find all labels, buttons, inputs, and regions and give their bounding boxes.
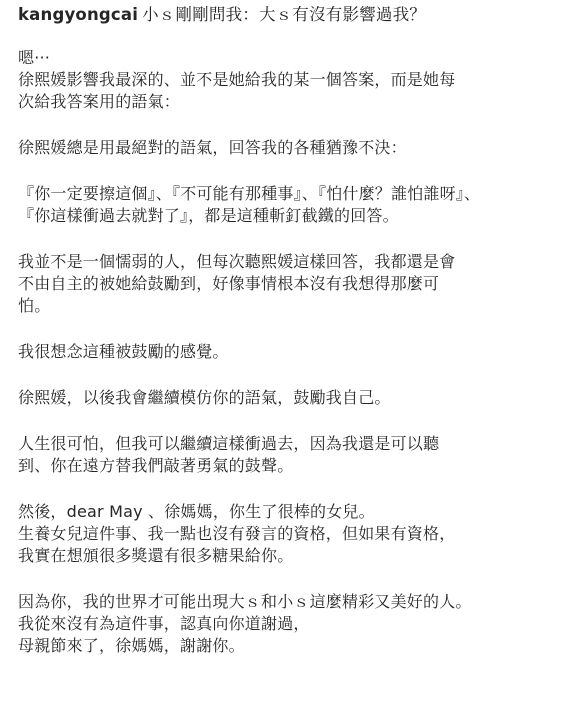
caption-paragraph bbox=[18, 251, 574, 317]
caption-text: 小ｓ剛剛問我：大ｓ有沒有影響過我？ bbox=[142, 5, 426, 24]
caption-line: 我從來沒有為這件事，認真向你道謝過， bbox=[18, 614, 310, 633]
caption-line: 母親節來了，徐媽媽，謝謝你。 bbox=[18, 636, 245, 655]
paragraph-gap bbox=[18, 409, 574, 433]
caption-line: 嗯··· bbox=[18, 48, 51, 67]
caption-paragraph bbox=[18, 501, 574, 567]
caption-line: 次給我答案用的語氣： bbox=[18, 92, 181, 111]
paragraph-gap bbox=[18, 227, 574, 251]
paragraph-gap bbox=[18, 567, 574, 591]
caption-line: 『你一定要擦這個』、『不可能有那種事』、『怕什麼？誰怕誰呀』、 bbox=[18, 184, 481, 203]
caption-first-line bbox=[18, 3, 574, 27]
post-caption bbox=[18, 0, 574, 657]
caption-line: 因為你，我的世界才可能出現大ｓ和小ｓ這麼精彩又美好的人。 bbox=[18, 592, 472, 611]
paragraph-gap bbox=[18, 27, 574, 47]
caption-line: 然後，dear May 、徐媽媽，你生了很棒的女兒。 bbox=[18, 502, 375, 521]
paragraph-gap bbox=[18, 363, 574, 387]
caption-line: 『你這樣衝過去就對了』，都是這種斬釘截鐵的回答。 bbox=[18, 206, 399, 225]
caption-line: 我並不是一個懦弱的人，但每次聽熙媛這樣回答，我都還是會 bbox=[18, 252, 456, 271]
caption-paragraph bbox=[18, 387, 574, 409]
caption-line: 人生很可怕，但我可以繼續這樣衝過去，因為我還是可以聽 bbox=[18, 434, 440, 453]
caption-line: 不由自主的被她給鼓勵到，好像事情根本沒有我想得那麼可 bbox=[18, 274, 440, 293]
caption-line: 徐熙媛，以後我會繼續模仿你的語氣，鼓勵我自己。 bbox=[18, 388, 391, 407]
caption-line: 生養女兒這件事、我一點也沒有發言的資格，但如果有資格， bbox=[18, 524, 456, 543]
caption-line: 到、你在遠方替我們敲著勇氣的鼓聲。 bbox=[18, 456, 294, 475]
caption-body bbox=[18, 47, 574, 657]
paragraph-gap bbox=[18, 113, 574, 137]
caption-line: 我很想念這種被鼓勵的感覺。 bbox=[18, 342, 229, 361]
paragraph-gap bbox=[18, 317, 574, 341]
caption-paragraph bbox=[18, 433, 574, 477]
paragraph-gap bbox=[18, 477, 574, 501]
username-link[interactable]: kangyongcai bbox=[18, 5, 139, 24]
caption-paragraph bbox=[18, 137, 574, 159]
caption-paragraph bbox=[18, 341, 574, 363]
paragraph-gap bbox=[18, 159, 574, 183]
caption-paragraph bbox=[18, 591, 574, 657]
caption-line: 我實在想頒很多獎還有很多糖果給你。 bbox=[18, 546, 294, 565]
caption-line: 徐熙媛影響我最深的、並不是她給我的某一個答案，而是她每 bbox=[18, 70, 456, 89]
caption-paragraph bbox=[18, 183, 574, 227]
caption-paragraph bbox=[18, 47, 574, 113]
caption-line: 怕。 bbox=[18, 296, 51, 315]
caption-line: 徐熙媛總是用最絕對的語氣，回答我的各種猶豫不決： bbox=[18, 138, 407, 157]
